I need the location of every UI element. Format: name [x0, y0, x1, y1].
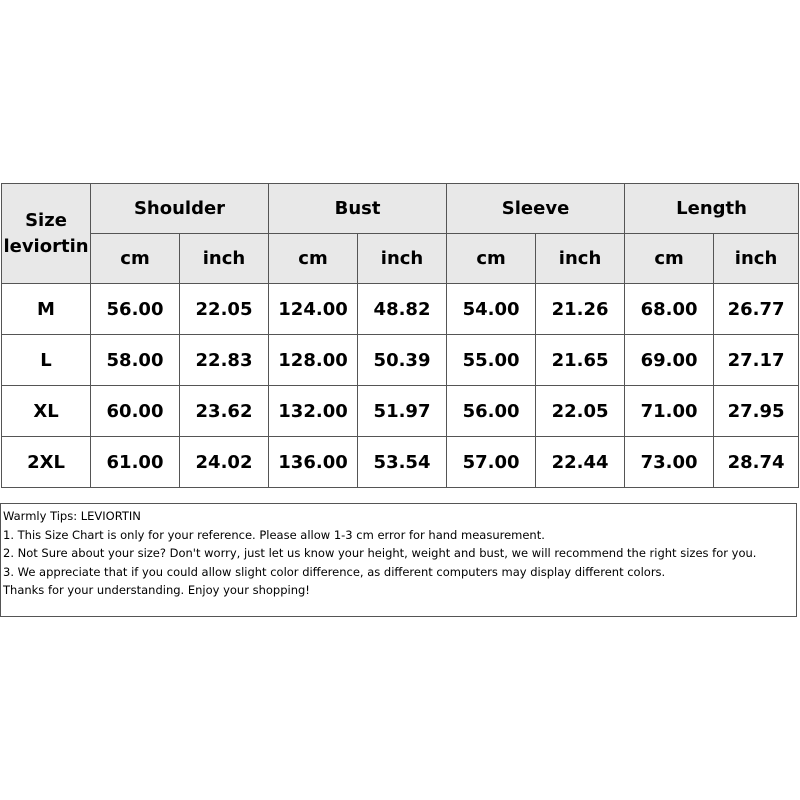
- unit-header: inch: [536, 234, 625, 284]
- table-cell: 51.97: [358, 386, 447, 437]
- table-cell: 55.00: [447, 335, 536, 386]
- table-cell: 58.00: [91, 335, 180, 386]
- table-cell: 27.17: [714, 335, 799, 386]
- unit-header: cm: [447, 234, 536, 284]
- table-cell: 54.00: [447, 284, 536, 335]
- table-cell: 71.00: [625, 386, 714, 437]
- header-row-units: [2, 234, 799, 284]
- brand-label: leviortin: [3, 235, 89, 257]
- table-cell: 53.54: [358, 437, 447, 488]
- tips-line: 1. This Size Chart is only for your reference. Please allow 1-3 cm error for hand measurement.: [3, 527, 545, 542]
- table-cell: 56.00: [447, 386, 536, 437]
- table-cell: 57.00: [447, 437, 536, 488]
- table-cell: 60.00: [91, 386, 180, 437]
- unit-header: inch: [180, 234, 269, 284]
- table-cell: 124.00: [269, 284, 358, 335]
- unit-header: inch: [358, 234, 447, 284]
- header-row-groups: [2, 184, 799, 234]
- table-cell: 27.95: [714, 386, 799, 437]
- unit-header: inch: [714, 234, 799, 284]
- tips-box: [0, 503, 797, 617]
- table-cell: 68.00: [625, 284, 714, 335]
- size-cell: M: [2, 284, 91, 335]
- table-cell: 56.00: [91, 284, 180, 335]
- table-cell: 22.05: [180, 284, 269, 335]
- unit-header: cm: [625, 234, 714, 284]
- table-cell: 26.77: [714, 284, 799, 335]
- table-cell: 22.05: [536, 386, 625, 437]
- table-cell: 21.26: [536, 284, 625, 335]
- table-cell: 132.00: [269, 386, 358, 437]
- size-header-label: Size: [25, 209, 67, 231]
- table-cell: 61.00: [91, 437, 180, 488]
- size-cell: XL: [2, 386, 91, 437]
- tips-title: Warmly Tips: LEVIORTIN: [3, 509, 141, 523]
- tips-line: Thanks for your understanding. Enjoy your shopping!: [3, 583, 310, 598]
- table-cell: 22.44: [536, 437, 625, 488]
- group-header-sleeve: Sleeve: [447, 184, 625, 234]
- table-cell: 48.82: [358, 284, 447, 335]
- table-cell: 136.00: [269, 437, 358, 488]
- table-row: [2, 335, 799, 386]
- tips-line: 3. We appreciate that if you could allow slight color difference, as different computers may display different colors.: [3, 564, 666, 579]
- table-row: [2, 284, 799, 335]
- table-row: [2, 437, 799, 488]
- table-cell: 21.65: [536, 335, 625, 386]
- table-cell: 69.00: [625, 335, 714, 386]
- table-row: [2, 386, 799, 437]
- table-cell: 128.00: [269, 335, 358, 386]
- table-cell: 24.02: [180, 437, 269, 488]
- unit-header: cm: [91, 234, 180, 284]
- table-cell: 50.39: [358, 335, 447, 386]
- tips-line: 2. Not Sure about your size? Don't worry, just let us know your height, weight and bust, we will recommend the right sizes for you.: [3, 546, 757, 561]
- table-cell: 23.62: [180, 386, 269, 437]
- group-header-bust: Bust: [269, 184, 447, 234]
- size-cell: 2XL: [2, 437, 91, 488]
- group-header-shoulder: Shoulder: [91, 184, 269, 234]
- table-cell: 28.74: [714, 437, 799, 488]
- table-cell: 22.83: [180, 335, 269, 386]
- group-header-length: Length: [625, 184, 799, 234]
- size-chart-table: [1, 183, 799, 488]
- unit-header: cm: [269, 234, 358, 284]
- size-header-cell: [2, 184, 91, 284]
- size-cell: L: [2, 335, 91, 386]
- table-cell: 73.00: [625, 437, 714, 488]
